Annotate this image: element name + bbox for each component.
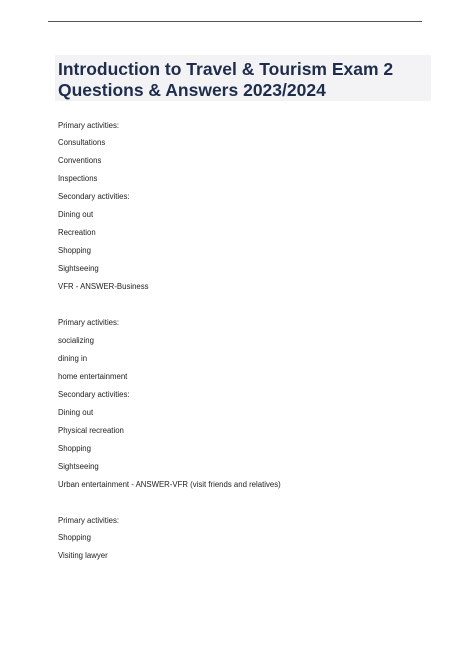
text-line: Primary activities: — [58, 121, 120, 130]
text-line: Visiting lawyer — [58, 551, 108, 560]
text-line: Consultations — [58, 138, 106, 147]
text-line: Urban entertainment - ANSWER-VFR (visit friends and relatives) — [58, 480, 281, 489]
text-line: Secondary activities: — [58, 390, 130, 399]
text-line: VFR - ANSWER-Business — [58, 282, 149, 291]
text-line: Secondary activities: — [58, 192, 130, 201]
text-line: Shopping — [58, 533, 91, 542]
document-title-line-2: Questions & Answers 2023/2024 — [58, 80, 326, 100]
document-title-line-1: Introduction to Travel & Tourism Exam 2 — [58, 59, 394, 79]
text-line: Physical recreation — [58, 426, 124, 435]
text-line: Conventions — [58, 156, 102, 165]
text-line: Sightseeing — [58, 264, 99, 273]
text-line: Primary activities: — [58, 516, 120, 525]
top-divider — [48, 21, 422, 22]
text-line: Inspections — [58, 174, 98, 183]
text-line: Dining out — [58, 408, 94, 417]
text-line: Shopping — [58, 444, 91, 453]
text-line: Primary activities: — [58, 318, 120, 327]
text-line: home entertainment — [58, 372, 128, 381]
text-line: Sightseeing — [58, 462, 99, 471]
text-line: Shopping — [58, 246, 91, 255]
text-line: dining in — [58, 354, 88, 363]
text-line: Recreation — [58, 228, 96, 237]
text-line: socializing — [58, 336, 94, 345]
text-line: Dining out — [58, 210, 94, 219]
